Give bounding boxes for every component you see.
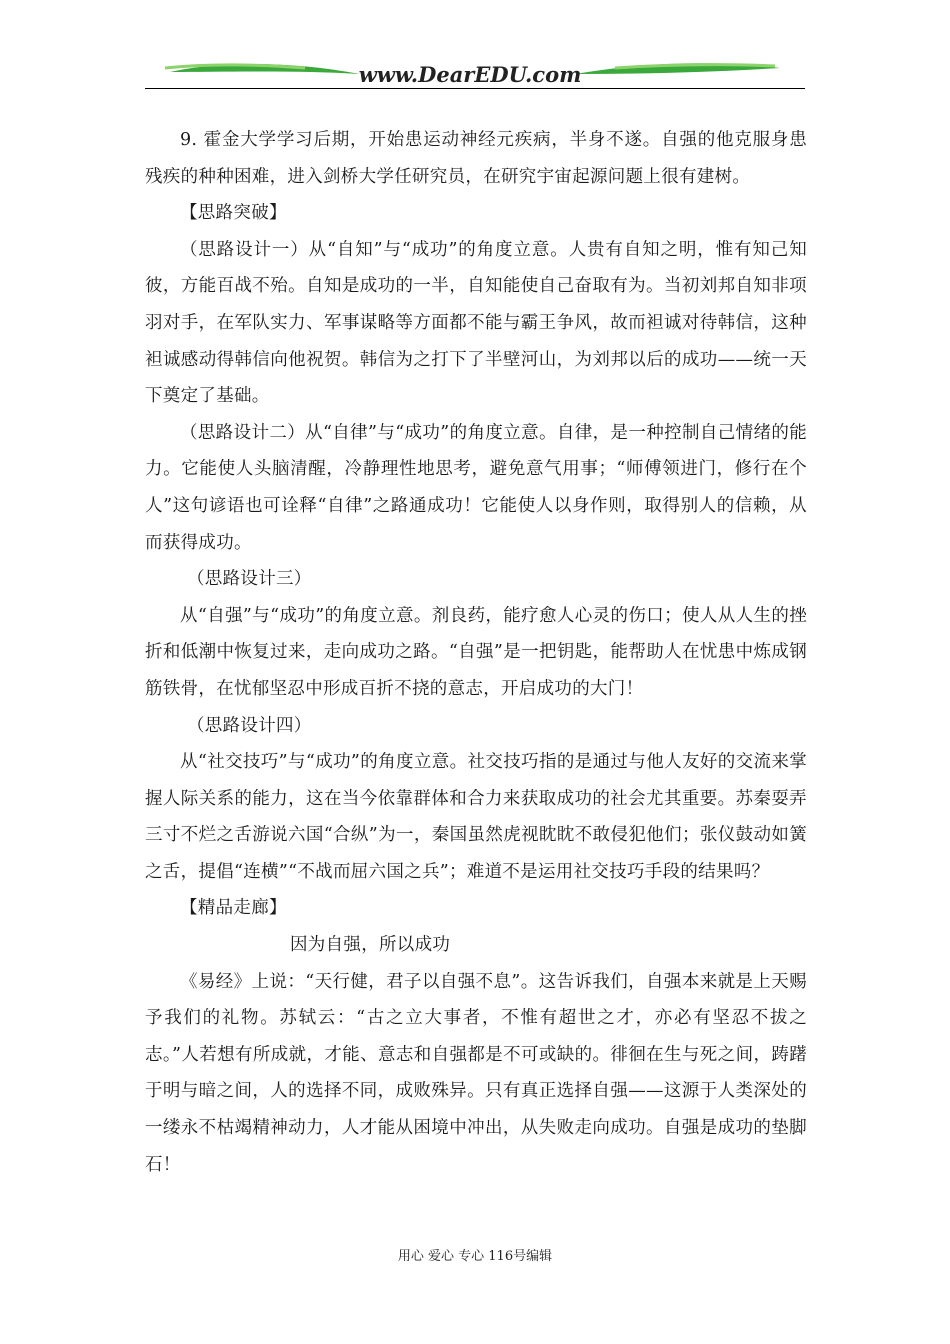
essay-title: 因为自强，所以成功 [290, 935, 451, 956]
paragraph-approach-2: （思路设计二）从“自律”与“成功”的角度立意。自律，是一种控制自己情绪的能力。它能使人头脑清醒，冷静理性地思考，避免意气用事；“师傅领进门，修行在个人”这句谚语也可诠释“自律”之路通成功！它能使人以身作则，取得别人的信赖，从而获得成功。 [145, 422, 807, 553]
paragraph-approach-3: 从“自强”与“成功”的角度立意。剂良药，能疗愈人心灵的伤口；使人从人生的挫折和低潮中恢复过来，走向成功之路。“自强”是一把钥匙，能帮助人在忧患中炼成钢筋铁骨，在忧郁坚忍中形成百折不挠的意志，开启成功的大门！ [145, 605, 807, 699]
subheading-approach-3: （思路设计三） [187, 569, 312, 590]
subheading-approach-4: （思路设计四） [187, 715, 312, 736]
paragraph-approach-1: （思路设计一）从“自知”与“成功”的角度立意。人贵有自知之明，惟有知己知彼，方能百战不殆。自知是成功的一半，自知能使自己奋取有为。当初刘邦自知非项羽对手，在军队实力、军事谋略等方面都不能与霸王争风，故而袒诚对待韩信，这种袒诚感动得韩信向他祝贺。韩信为之打下了半壁河山，为刘邦以后的成功——统一天下奠定了基础。 [145, 239, 807, 407]
paragraph-hawking: 9. 霍金大学学习后期，开始患运动神经元疾病，半身不遂。自强的他克服身患残疾的种种困难，进入剑桥大学任研究员，在研究宇宙起源问题上很有建树。 [145, 130, 807, 187]
section-heading-approach: 【思路突破】 [180, 203, 287, 224]
site-header-banner [145, 50, 805, 92]
page-footer: 用心 爱心 专心 116号编辑 [397, 1249, 553, 1264]
document-body [145, 122, 807, 1183]
section-heading-showcase: 【精品走廊】 [180, 898, 287, 919]
paragraph-essay: 《易经》上说：“天行健，君子以自强不息”。这告诉我们，自强本来就是上天赐予我们的礼物。苏轼云：“古之立大事者，不惟有超世之才，亦必有坚忍不拔之志。”人若想有所成就，才能、意志和自强都是不可或缺的。徘徊在生与死之间，踌躇于明与暗之间，人的选择不同，成败殊异。只有真正选择自强——这源于人类深处的一缕永不枯竭精神动力，人才能从困境中冲出，从失败走向成功。自强是成功的垫脚石！ [145, 971, 807, 1175]
site-url-text: www.DearEDU.com [358, 62, 582, 87]
header-divider [145, 88, 805, 89]
header-swoosh-logo [145, 50, 805, 92]
paragraph-approach-4: 从“社交技巧”与“成功”的角度立意。社交技巧指的是通过与他人友好的交流来掌握人际关系的能力，这在当今依靠群体和合力来获取成功的社会尤其重要。苏秦耍弄三寸不烂之舌游说六国“合纵”为一，秦国虽然虎视眈眈不敢侵犯他们；张仪鼓动如簧之舌，提倡“连横”“不战而屈六国之兵”；难道不是运用社交技巧手段的结果吗？ [145, 752, 807, 882]
